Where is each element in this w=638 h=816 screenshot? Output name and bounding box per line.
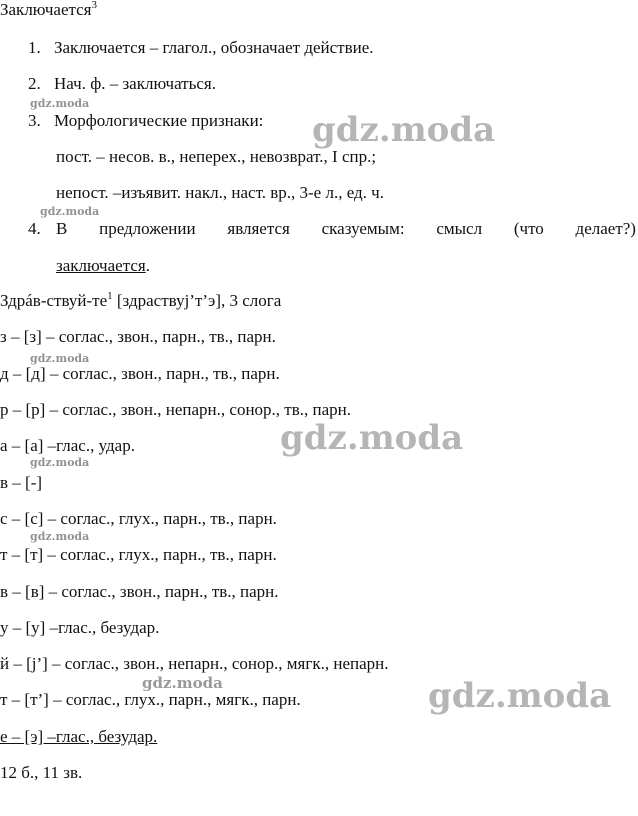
item-text: Заключается – глагол., обозначает действие. [54, 38, 374, 57]
phonetic-line: з – [з] – соглас., звон., парн., тв., парн. [0, 327, 276, 346]
watermark-logo: gdz.moda [280, 418, 464, 458]
item-text: Морфологические признаки: [54, 111, 264, 130]
item-word: предложении [99, 219, 196, 238]
phonetic-line: т – [т’] – соглас., глух., парн., мягк., парн. [0, 690, 301, 709]
watermark-small: gdz.moda [142, 674, 223, 692]
item-word: сказуемым: [321, 219, 405, 238]
watermark-small: gdz.moda [40, 205, 100, 218]
list-item-1 [28, 38, 374, 58]
word-superscript: 1 [107, 290, 113, 302]
item-number: 1. [28, 38, 41, 57]
watermark-small: gdz.moda [30, 352, 90, 365]
item-number: 3. [28, 111, 41, 130]
watermark-logo: gdz.moda [428, 676, 612, 716]
phonetic-line: т – [т] – соглас., глух., парн., тв., парн. [0, 545, 277, 564]
phonetic-line: й – [j’] – соглас., звон., непарн., сонор., мягк., непарн. [0, 654, 389, 673]
title-superscript: 3 [91, 0, 97, 11]
item-4-continuation [56, 256, 150, 276]
word-analysis-header [0, 291, 281, 311]
sound-letter-summary: 12 б., 11 зв. [0, 763, 83, 782]
item-word: смысл [436, 219, 483, 238]
phonetic-line: в – [-] [0, 473, 43, 492]
period: . [145, 256, 150, 275]
phonetic-line-last: е – [э] –глас., безудар. [0, 727, 158, 746]
title-text: Заключается [0, 0, 92, 19]
list-item-2 [28, 74, 216, 94]
transcription: [здраствуj’т’э], 3 слога [112, 291, 282, 310]
list-item-4 [56, 219, 636, 239]
item-number: 2. [28, 74, 41, 93]
phonetic-line: р – [р] – соглас., звон., непарн., сонор., тв., парн. [0, 400, 351, 419]
phonetic-line: в – [в] – соглас., звон., парн., тв., парн. [0, 582, 279, 601]
item-word: В [56, 219, 68, 238]
watermark-small: gdz.moda [30, 97, 90, 110]
item-word: (что [513, 219, 544, 238]
phonetic-line: д – [д] – соглас., звон., парн., тв., парн. [0, 364, 280, 383]
item-number-4: 4. [28, 219, 41, 238]
page-title [0, 0, 97, 20]
item-word: делает?) [575, 219, 636, 238]
sub-line-constant: пост. – несов. в., неперех., невозврат., I спр.; [56, 147, 377, 166]
watermark-logo: gdz.moda [312, 110, 496, 150]
item-word: является [227, 219, 290, 238]
phonetic-line: у – [у] –глас., безудар. [0, 618, 160, 637]
list-item-3 [28, 111, 263, 131]
phonetic-line: а – [а] –глас., удар. [0, 436, 135, 455]
sub-line-variable: непост. –изъявит. накл., наст. вр., 3-е л., ед. ч. [56, 183, 384, 202]
phonetic-line: с – [с] – соглас., глух., парн., тв., парн. [0, 509, 277, 528]
predicate-word: заключается [56, 256, 146, 275]
item-text: Нач. ф. – заключаться. [54, 74, 216, 93]
analyzed-word: Здрáв-ствуй-те [0, 291, 108, 310]
watermark-small: gdz.moda [30, 530, 90, 543]
watermark-small: gdz.moda [30, 456, 90, 469]
